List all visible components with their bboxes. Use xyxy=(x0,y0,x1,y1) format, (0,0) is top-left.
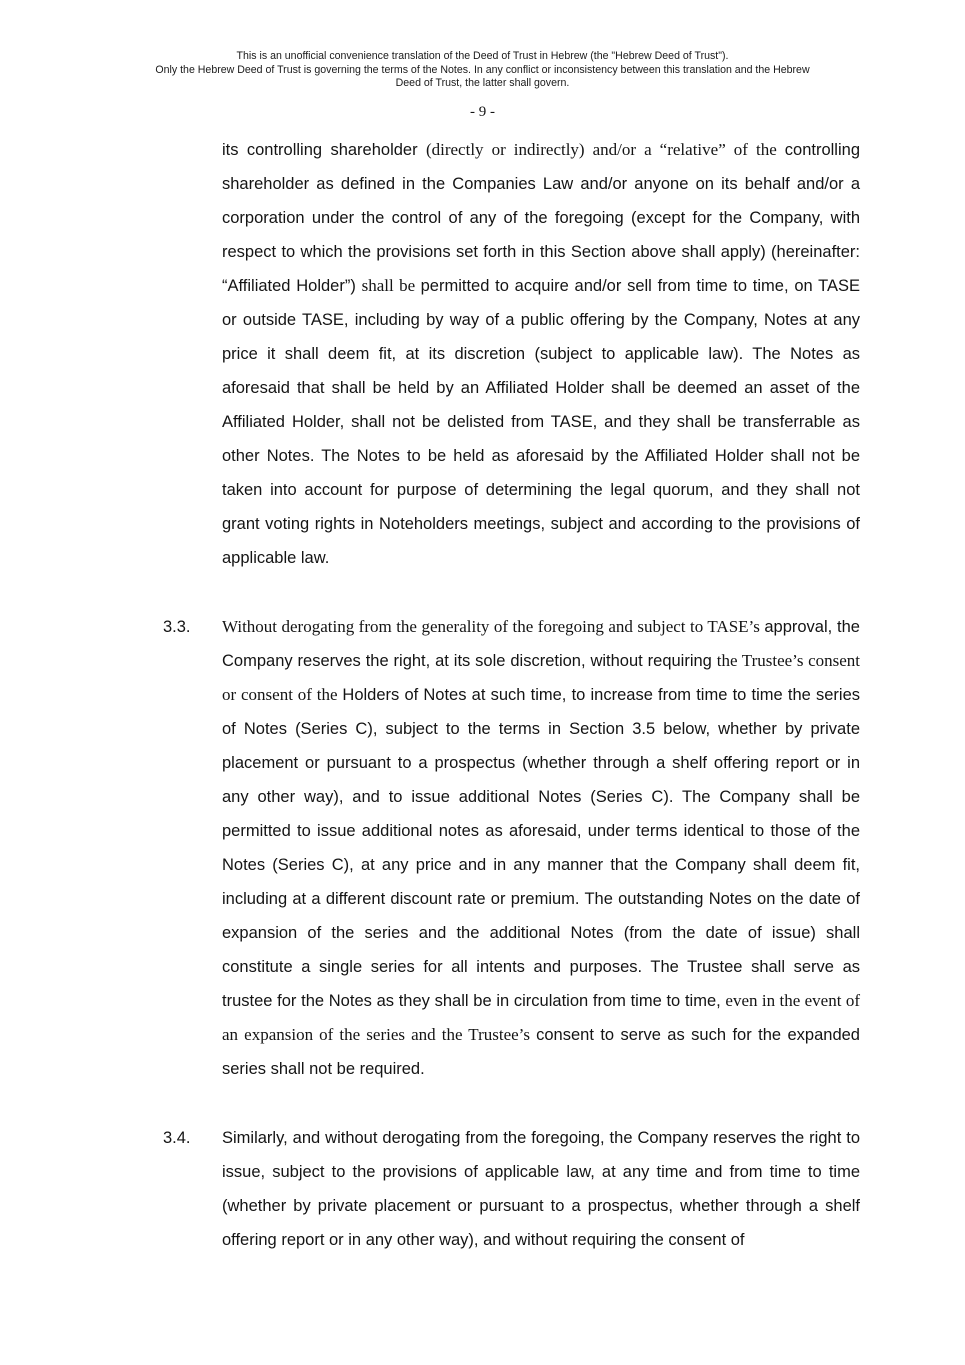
section-3-4 xyxy=(163,1121,860,1257)
disclaimer-line-1: This is an unofficial convenience translation of the Deed of Trust in Hebrew (the "Hebrew Deed of Trust"). xyxy=(236,50,729,62)
section-number: 3.3. xyxy=(163,617,191,636)
section-number: 3.4. xyxy=(163,1128,191,1147)
disclaimer-header xyxy=(0,50,965,91)
section-text: Similarly, and without derogating from the foregoing, the Company reserves the right to issue, subject to the provisions of applicable law, at any time and from time to time (whether by private placement or pursuant to a prospectus, whether through a shelf offering report or in any other way), and without requiring the consent of xyxy=(222,1128,860,1249)
document-body xyxy=(163,133,860,1257)
section-text: Without derogating from the generality of the foregoing and subject to TASE’s approval, the Company reserves the right, at its sole discretion, without requiring the Trustee’s consent or consent of the Holders of Notes at such time, to increase from time to time the series of Notes (Series C), subject to the terms in Section 3.5 below, whether by private placement or pursuant to a prospectus (whether through a shelf offering report or in any other way), and to issue additional Notes (Series C). The Company shall be permitted to issue additional notes as aforesaid, under terms identical to those of the Notes (Series C), at any price and in any manner that the Company shall deem fit, including at a different discount rate or premium. The outstanding Notes on the date of expansion of the series and the additional Notes (from the date of issue) shall constitute a single series for all intents and purposes. The Trustee shall serve as trustee for the Notes as they shall be in circulation from time to time, even in the event of an expansion of the series and the Trustee’s consent to serve as such for the expanded series shall not be required. xyxy=(222,616,860,1078)
disclaimer-line-2: Only the Hebrew Deed of Trust is governing the terms of the Notes. In any conflict or inconsistency between this translation and the Hebrew xyxy=(155,63,810,76)
disclaimer-line-3: Deed of Trust, the latter shall govern. xyxy=(395,77,570,89)
section-3-3 xyxy=(163,610,860,1086)
page-number: - 9 - xyxy=(470,103,495,120)
paragraph-continuation: its controlling shareholder (directly or indirectly) and/or a “relative” of the controlling shareholder as defined in the Companies Law and/or anyone on its behalf and/or a corporation under the control of any of the foregoing (except for the Company, with respect to which the provisions set forth in this Section above shall apply) (hereinafter: “Affiliated Holder”) shall be permitted to acquire and/or sell from time to time, on TASE or outside TASE, including by way of a public offering by the Company, Notes at any price it shall deem fit, at its discretion (subject to applicable law). The Notes as aforesaid that shall be held by an Affiliated Holder shall be deemed an asset of the Affiliated Holder, shall not be delisted from TASE, and they shall be transferrable as other Notes. The Notes to be held as aforesaid by the Affiliated Holder shall not be taken into account for purpose of determining the legal quorum, and they shall not grant voting rights in Noteholders meetings, subject and according to the provisions of applicable law. xyxy=(222,139,861,567)
